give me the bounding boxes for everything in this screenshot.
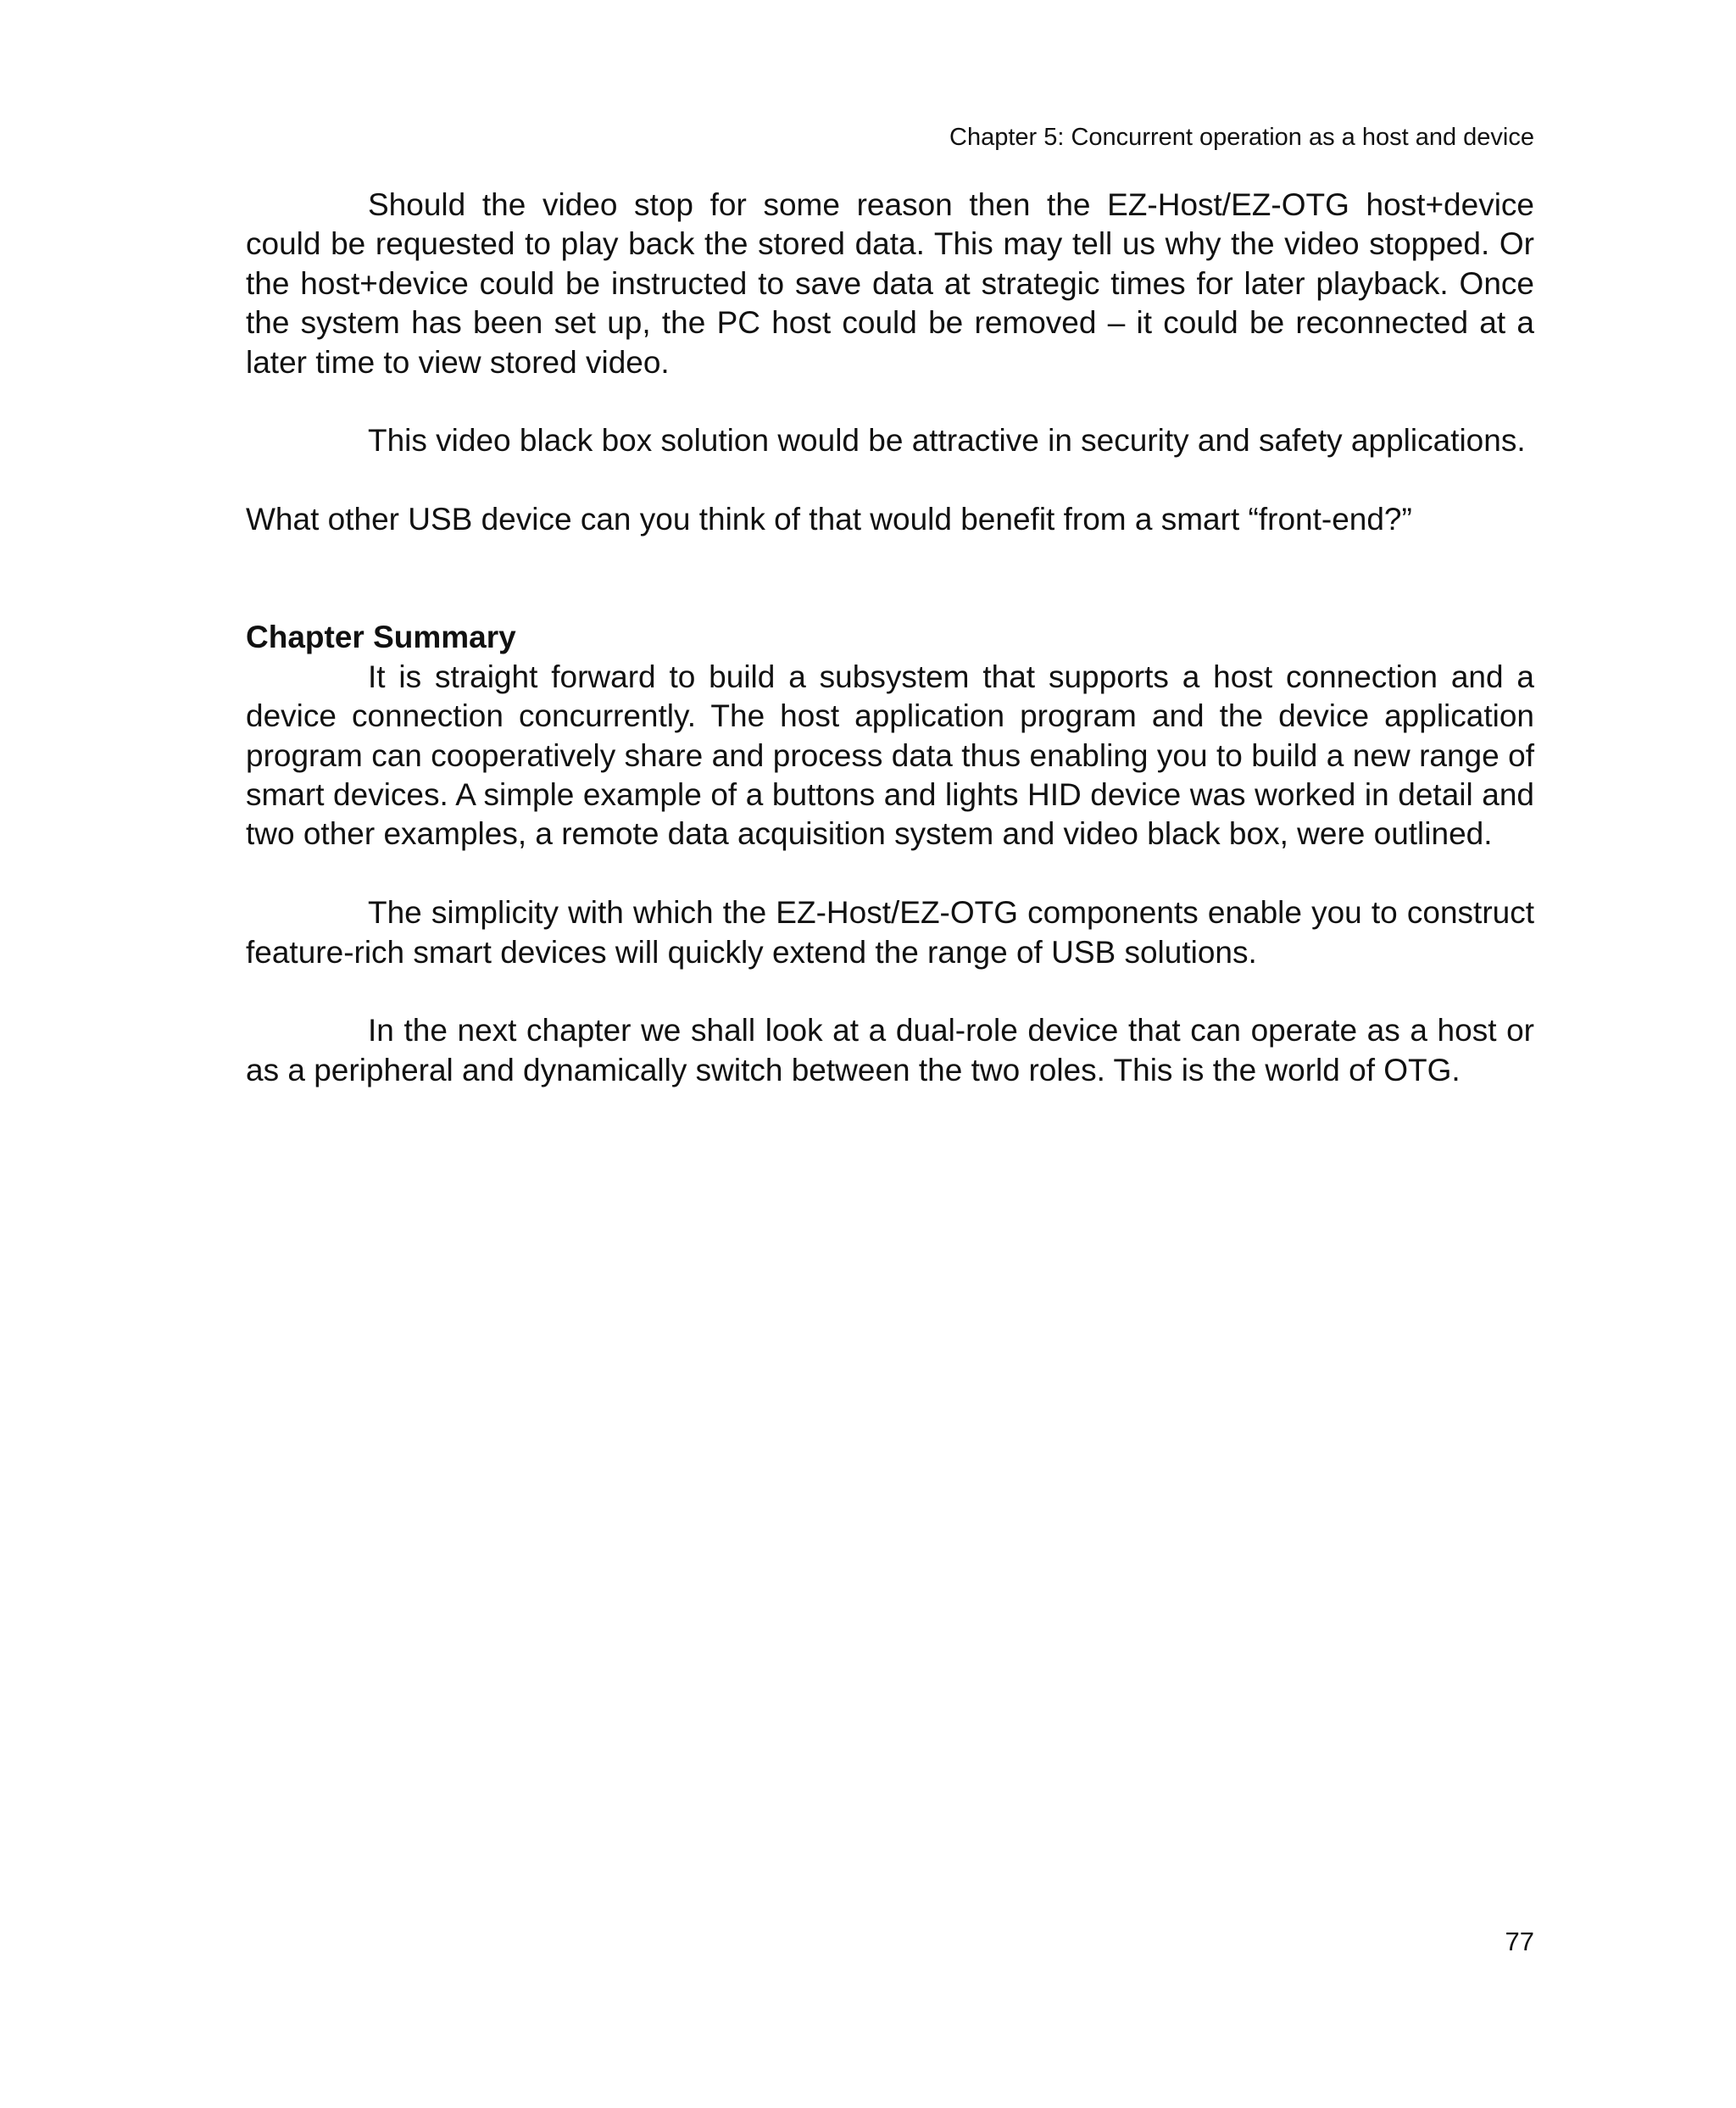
chapter-summary-heading: Chapter Summary (246, 620, 516, 655)
summary-paragraph-2: The simplicity with which the EZ-Host/EZ-OTG components enable you to construct feature-rich smart devices will quickly extend the range of USB solutions. (246, 895, 1534, 970)
paragraph-question: What other USB device can you think of that would benefit from a smart “front-end?” (246, 502, 1412, 537)
paragraph-black-box: This video black box solution would be attractive in security and safety applications. (368, 423, 1526, 459)
paragraph-video-stop: Should the video stop for some reason then the EZ-Host/EZ-OTG host+device could be requested to play back the stored data. This may tell us why the video stopped. Or the host+device could be instructed to save data at strategic times for later playback. Once the system has been set up, the PC host could be removed – it could be reconnected at a later time to view stored video. (246, 187, 1534, 380)
running-header: Chapter 5: Concurrent operation as a host and device (949, 124, 1534, 151)
summary-paragraph-3: In the next chapter we shall look at a dual-role device that can operate as a host or as a peripheral and dynamically switch between the two roles. This is the world of OTG. (246, 1013, 1534, 1087)
page-number: 77 (1505, 1927, 1534, 1956)
summary-paragraph-1: It is straight forward to build a subsystem that supports a host connection and a device connection concurrently. The host application program and the device application program can cooperatively share and process data thus enabling you to build a new range of smart devices. A simple example of a buttons and lights HID device was worked in detail and two other examples, a remote data acquisition system and video black box, were outlined. (246, 659, 1534, 852)
page-content (246, 186, 1534, 1130)
